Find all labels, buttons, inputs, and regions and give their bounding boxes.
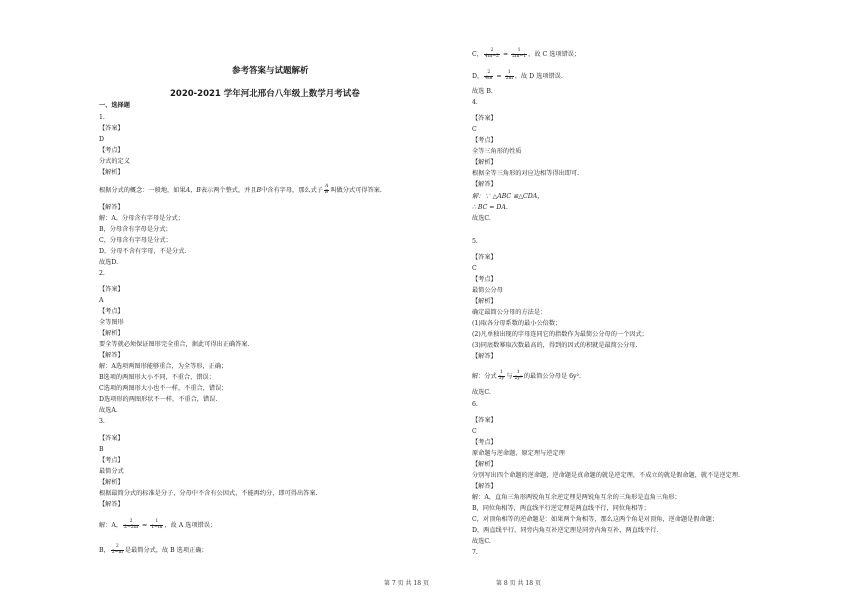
q4-number: 4. (472, 99, 478, 106)
q1-line2: B，分母含有字母是分式； (99, 226, 172, 233)
q3-answer-tag: 【答案】 (99, 435, 124, 442)
q5-end: 故选C. (472, 389, 491, 396)
q1-kp-tag: 【考点】 (99, 147, 124, 154)
q7-number: 7. (472, 549, 478, 556)
q6-analysis: 分别写出四个命题的逆命题，逆命题是真命题的就是逆定理，不成立的就是假命题，就不是逆定理. (472, 472, 741, 479)
q5-point3: (3)同底数幂取次数最高的，得到的因式的积就是最简公分母. (472, 342, 638, 349)
q5-kp: 最简公分母 (472, 287, 503, 294)
q2-line3: C选项的两图形大小也不一样，不重合，错误； (99, 385, 228, 392)
q6-number: 6. (472, 401, 478, 408)
q6-answer-tag: 【答案】 (472, 417, 497, 424)
q6-kp: 原命题与逆命题、原定理与逆定理 (472, 450, 565, 457)
q3-kp: 最简分式 (99, 468, 124, 475)
q4-line3: 故选C. (472, 215, 491, 222)
q1-fraction: $\frac{A}{B}$ (324, 184, 329, 195)
q2-line5: 故选A. (99, 407, 118, 414)
q1-kp: 分式的定义 (99, 158, 130, 165)
q5-jx-tag: 【解析】 (472, 298, 497, 305)
q5-jd-tag: 【解答】 (472, 353, 497, 360)
q4-kp: 全等三角形的性质 (472, 148, 522, 155)
q5-answer: C (472, 265, 477, 272)
q2-analysis: 要全等就必须保证图形完全重合，据此可得出正确答案. (99, 341, 250, 348)
q1-number: 1. (99, 114, 105, 121)
q3-analysis: 根据最简分式的标准是分子，分母中不含有公因式，不能再约分，即可得出答案. (99, 490, 318, 497)
q6-line1: 解：A，直角三角形两锐角互余逆定理是两锐角互余的三角形是直角三角形； (472, 494, 681, 501)
q2-kp-tag: 【考点】 (99, 308, 124, 315)
page-footer-left: 第 7 页 共 18 页 (384, 580, 429, 587)
q3-kp-tag: 【考点】 (99, 457, 124, 464)
q4-line2: ∴ BC = DA. (472, 204, 508, 211)
q5-number: 5. (472, 238, 478, 245)
q2-jx-tag: 【解析】 (99, 330, 124, 337)
q6-line2: B，同位角相等，两直线平行逆定理是两直线平行，同位角相等； (472, 505, 650, 512)
q3-jx-tag: 【解析】 (99, 479, 124, 486)
q3-option-c: C， $\frac{2}{4m-2}$ = $\frac{1}{2m-1}$ ，故 C 选项错误； (472, 48, 581, 59)
q3-option-a: 解：A， $\frac{2}{2-2m}$ = $\frac{1}{1-m}$ ，故 A 选项错误； (99, 519, 217, 530)
right-page (430, 0, 860, 608)
q4-kp-tag: 【考点】 (472, 137, 497, 144)
q2-line2: B选项的两图形大小不同，不重合，错误； (99, 374, 215, 381)
exam-title: 2020-2021 学年河北邢台八年级上数学月考试卷 (170, 89, 360, 99)
page-footer-right: 第 8 页 共 18 页 (496, 580, 541, 587)
q1-jx-tag: 【解析】 (99, 169, 124, 176)
q5-point2: (2)凡单独出现的字母连同它的指数作为最简公分母的一个因式； (472, 331, 648, 338)
q5-answer-tag: 【答案】 (472, 254, 497, 261)
q4-answer-tag: 【答案】 (472, 115, 497, 122)
q6-answer: C (472, 428, 477, 435)
q6-jx-tag: 【解析】 (472, 461, 497, 468)
q3-end: 故选 B. (472, 88, 493, 95)
q2-line4: D选项形的两图形状不一样，不重合，错误. (99, 396, 218, 403)
q5-kp-tag: 【考点】 (472, 276, 497, 283)
q3-jd-tag: 【解答】 (99, 501, 124, 508)
q5-solution: 解：分式 $\frac{1}{3y}$ 与 $\frac{1}{\text{2y²}}$ 的最简公分母是 6y². (472, 370, 582, 381)
q1-analysis: 根据分式的概念：一般地，如果A、B表示两个整式，并且B中含有字母，那么式子 $\frac{A}{B}$ 叫做分式可得答案. (99, 184, 382, 195)
q2-answer-tag: 【答案】 (99, 286, 124, 293)
q3-option-b: B， $\frac{2}{2-m}$ 是最简分式，故 B 选项正确； (99, 544, 208, 555)
q2-jd-tag: 【解答】 (99, 352, 124, 359)
q6-line4: D，两直线平行，同旁内角互补逆定理是同旁内角互补，两直线平行. (472, 527, 659, 534)
q5-analysis: 确定最简公分母的方法是： (472, 309, 547, 316)
q4-analysis: 根据全等三角形的对应边相等得出即可. (472, 170, 580, 177)
q6-line3: C，对顶角相等的逆命题是：如果两个角相等，那么这两个角是对顶角，逆命题是假命题； (472, 516, 719, 523)
q4-jx-tag: 【解析】 (472, 159, 497, 166)
q6-jd-tag: 【解答】 (472, 483, 497, 490)
q6-kp-tag: 【考点】 (472, 439, 497, 446)
q2-line1: 解：A选项两图形能够重合，为全等形，正确； (99, 363, 228, 370)
q1-line1: 解：A，分母含有字母是分式； (99, 215, 184, 222)
q1-answer: D (99, 136, 104, 143)
answer-title: 参考答案与试题解析 (232, 66, 309, 76)
q1-jd-tag: 【解答】 (99, 204, 124, 211)
q3-answer: B (99, 446, 104, 453)
q1-line5: 故选D. (99, 259, 119, 266)
q1-answer-tag: 【答案】 (99, 125, 124, 132)
q4-line1: 解：∵ △ABC ≌△CDA， (472, 193, 544, 200)
section-heading: 一、选择题 (99, 102, 130, 109)
q2-number: 2. (99, 270, 105, 277)
q4-answer: C (472, 126, 477, 133)
q2-kp: 全等图形 (99, 319, 124, 326)
q3-number: 3. (99, 418, 105, 425)
q6-line5: 故选C. (472, 538, 491, 545)
q4-jd-tag: 【解答】 (472, 181, 497, 188)
q3-option-d: D， $\frac{2}{4m}$ = $\frac{1}{2m}$ ，故 D 选项错误. (472, 70, 563, 81)
q1-line3: C，分母含有字母是分式； (99, 237, 172, 244)
q2-answer: A (99, 297, 104, 304)
q5-point1: (1)取各分母系数的最小公倍数； (472, 320, 562, 327)
q1-line4: D，分母不含有字母，不是分式. (99, 248, 187, 255)
